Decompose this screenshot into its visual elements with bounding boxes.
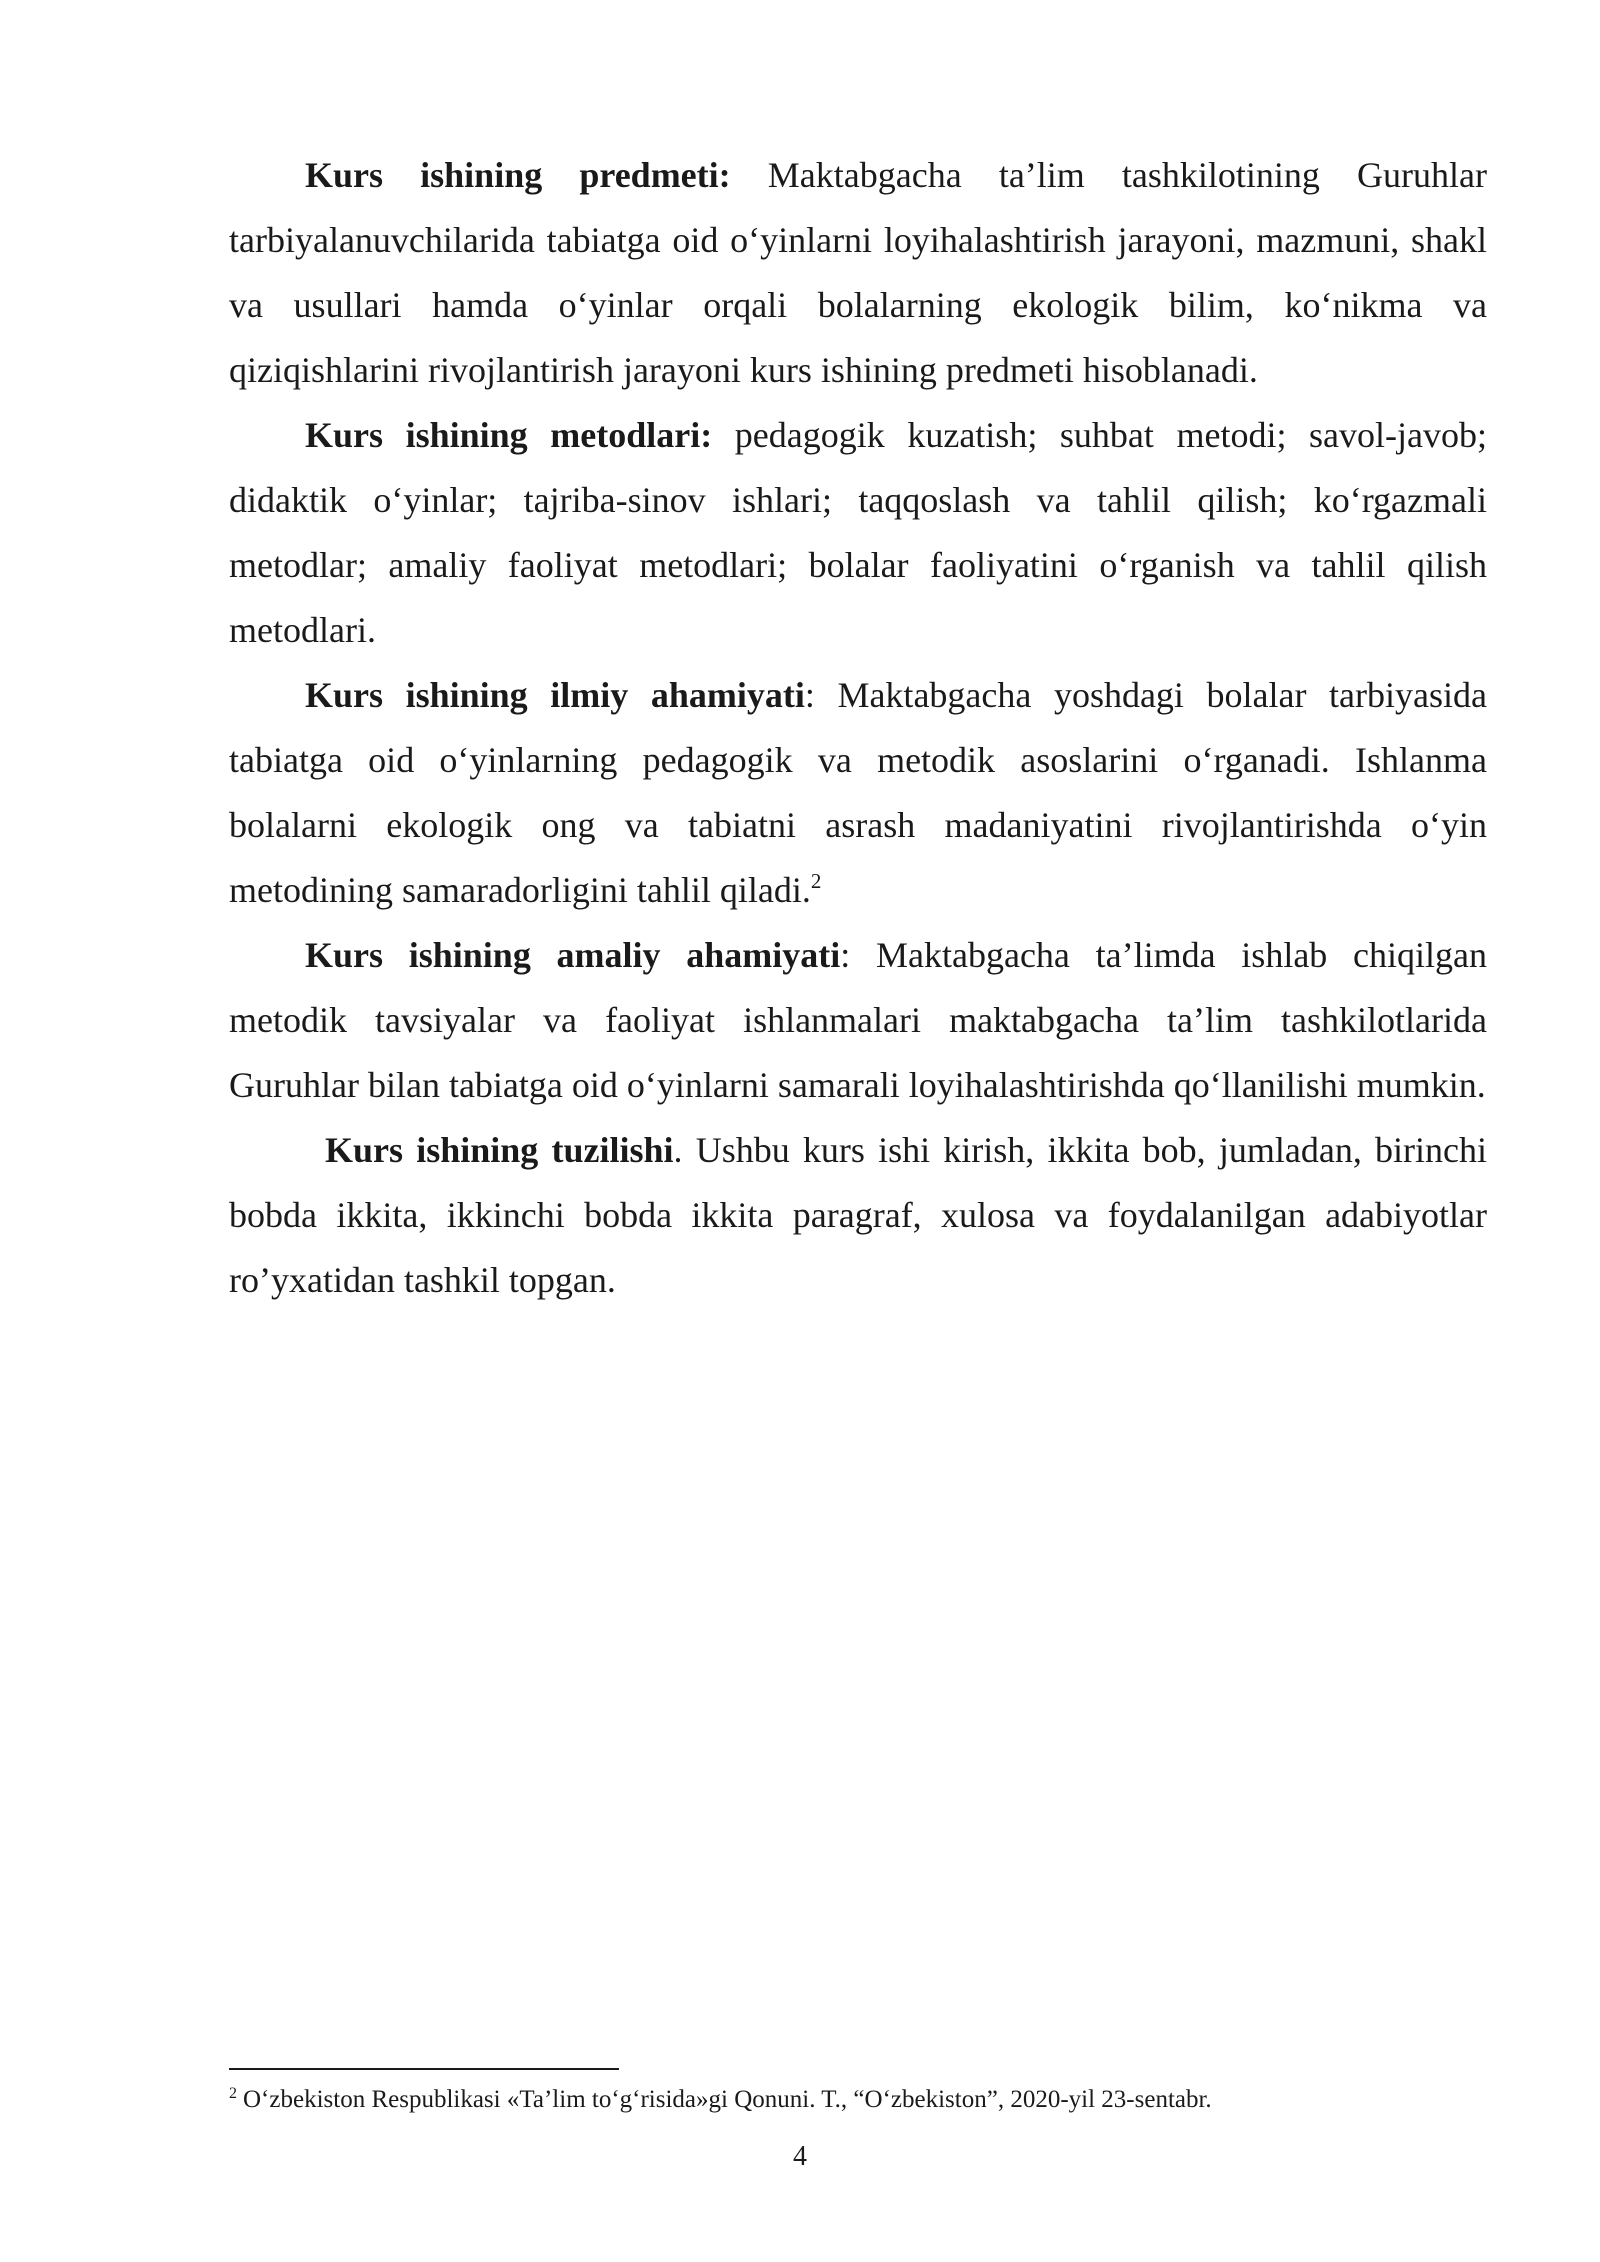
paragraph-body: pedagogik kuzatish; suhbat metodi; savol-javob; didaktik o‘yinlar; tajriba-sinov ishlari; taqqoslash va tahlil qilish; ko‘rgazmali metodlar; amaliy faoliyat metodlari; bolalar faoliyatini o‘rganish va tahlil qilish metodlari. xyxy=(229,415,1488,650)
footnote-separator xyxy=(229,2068,619,2070)
paragraph-body: : Maktabgacha yoshdagi bolalar tarbiyasida tabiatga oid o‘yinlarning pedagogik va metodik asoslarini o‘rganadi. Ishlanma bolalarni ekologik ong va tabiatni asrash madaniyatini rivojlantirishda o‘yin metodining samaradorligini tahlil qiladi. xyxy=(229,675,1487,910)
paragraph-subject xyxy=(229,143,1487,403)
page-number: 4 xyxy=(793,2141,807,2172)
body-text xyxy=(229,143,1487,1313)
paragraph-heading: Kurs ishining ilmiy ahamiyati xyxy=(305,675,805,715)
paragraph-heading: Kurs ishining predmeti: xyxy=(305,155,731,195)
footnote-reference[interactable]: 2 xyxy=(810,869,822,893)
paragraph-body: . Ushbu kurs ishi kirish, ikkita bob, jumladan, birinchi bobda ikkita, ikkinchi bobda ikkita paragraf, xulosa va foydalanilgan adabiyotlar ro’yxatidan tashkil topgan. xyxy=(229,1130,1487,1300)
paragraph-body: : Maktabgacha ta’limda ishlab chiqilgan metodik tavsiyalar va faoliyat ishlanmalari maktabgacha ta’lim tashkilotlarida Guruhlar bilan tabiatga oid o‘yinlarni samarali loyihalashtirishda qo‘llanilishi mumkin. xyxy=(229,935,1487,1105)
paragraph-methods xyxy=(229,403,1487,663)
paragraph-practical-significance xyxy=(229,923,1487,1118)
paragraph-heading: Kurs ishining tuzilishi xyxy=(325,1130,674,1170)
footnote-text: O‘zbekiston Respublikasi «Ta’lim to‘g‘risida»gi Qonuni. T., “O‘zbekiston”, 2020-yil 23-sentabr. xyxy=(243,2086,1212,2113)
paragraph-body: Maktabgacha ta’lim tashkilotining Guruhlar tarbiyalanuvchilarida tabiatga oid o‘yinlarni loyihalashtirish jarayoni, mazmuni, shakl va usullari hamda o‘yinlar orqali bolalarning ekologik bilim, ko‘nikma va qiziqishlarini rivojlantirish jarayoni kurs ishining predmeti hisoblanadi. xyxy=(229,155,1488,390)
paragraph-heading: Kurs ishining metodlari: xyxy=(305,415,713,455)
paragraph-scientific-significance xyxy=(229,663,1487,923)
paragraph-structure xyxy=(229,1118,1487,1313)
footnote xyxy=(229,2083,1487,2117)
paragraph-heading: Kurs ishining amaliy ahamiyati xyxy=(305,935,841,975)
footnote-marker: 2 xyxy=(229,2085,237,2102)
